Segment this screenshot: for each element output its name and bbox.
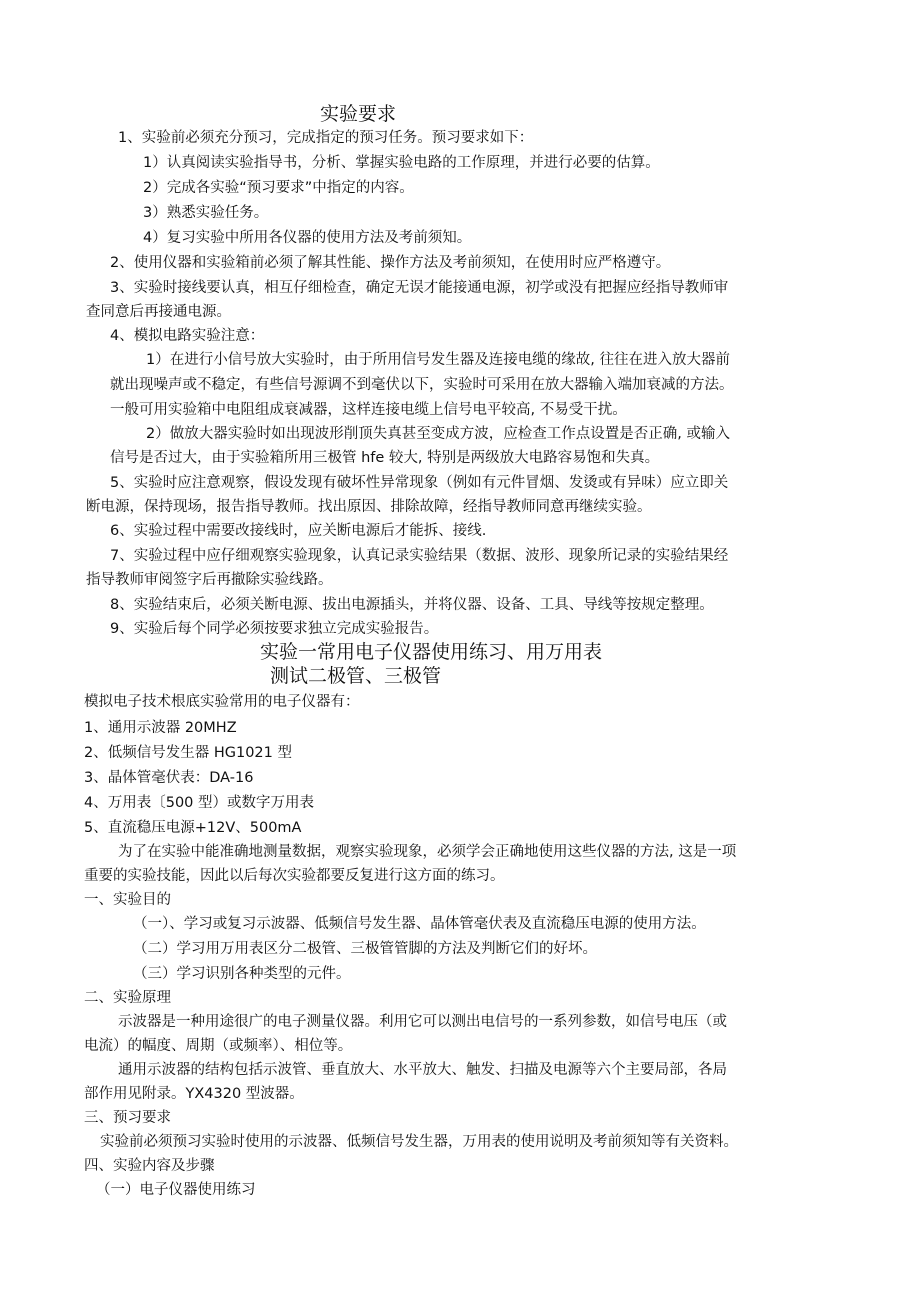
requirement-4-1-line-1: 1）在进行小信号放大实验时，由于所用信号发生器及连接电缆的缘故, 往往在进入放大器前 <box>146 352 730 368</box>
section-1-item-2: （二）学习用万用表区分二极管、三极管管脚的方法及判断它们的好坏。 <box>133 941 597 957</box>
section-2-para-2-line-2: 部作用见附录。YX4320 型波器。 <box>84 1086 304 1102</box>
requirement-1: 1、实验前必须充分预习，完成指定的预习任务。预习要求如下： <box>118 130 534 146</box>
requirement-1-sub-4: 4）复习实验中所用各仪器的使用方法及考前须知。 <box>143 230 472 246</box>
requirement-3-line-1: 3、实验时接线要认真，相互仔细检查，确定无误才能接通电源，初学或没有把握应经指导教师审 <box>110 280 729 296</box>
section-2-para-2-line-1: 通用示波器的结构包括示波管、垂直放大、水平放大、触发、扫描及电源等六个主要局部，各局 <box>118 1062 727 1078</box>
requirement-2: 2、使用仪器和实验箱前必须了解其性能、操作方法及考前须知，在使用时应严格遵守。 <box>110 255 671 271</box>
section-2-heading: 二、实验原理 <box>84 990 171 1006</box>
requirement-4: 4、模拟电路实验注意： <box>110 328 265 344</box>
experiment-title-line-1: 实验一常用电子仪器使用练习、用万用表 <box>260 641 603 663</box>
requirement-4-1-line-3: 一般可用实验箱中电阻组成衰减器，这样连接电缆上信号电平较高, 不易受干扰。 <box>110 402 627 418</box>
experiment-title-line-2: 测试二极管、三极管 <box>270 665 442 687</box>
requirement-1-sub-2: 2）完成各实验“预习要求”中指定的内容。 <box>143 180 414 196</box>
instrument-5: 5、直流稳压电源+12V、500mA <box>84 820 302 836</box>
requirement-1-sub-3: 3）熟悉实验任务。 <box>143 205 269 221</box>
instrument-1: 1、通用示波器 20MHZ <box>84 720 237 736</box>
section-3-paragraph: 实验前必须预习实验时使用的示波器、低频信号发生器，万用表的使用说明及考前须知等有关资料。 <box>100 1134 738 1150</box>
requirement-7-line-1: 7、实验过程中应仔细观察实验现象，认真记录实验结果（数据、波形、现象所记录的实验结果经 <box>110 548 729 564</box>
section-4-heading: 四、实验内容及步骤 <box>84 1158 215 1174</box>
requirement-4-2-line-1: 2）做放大器实验时如出现波形削顶失真甚至变成方波，应检查工作点设置是否正确, 或输入 <box>146 426 730 442</box>
requirements-title: 实验要求 <box>320 103 397 125</box>
purpose-line-2: 重要的实验技能，因此以后每次实验都要反复进行这方面的练习。 <box>84 868 505 884</box>
instrument-2: 2、低频信号发生器 HG1021 型 <box>84 745 292 761</box>
requirement-4-2-line-2: 信号是否过大，由于实验箱所用三极管 hfe 较大, 特别是两级放大电路容易饱和失真。 <box>110 450 660 466</box>
instrument-3: 3、晶体管毫伏表：DA-16 <box>84 770 254 786</box>
section-4-sub-1: （一）电子仪器使用练习 <box>96 1182 256 1198</box>
requirement-3-line-2: 查同意后再接通电源。 <box>86 304 231 320</box>
requirement-5-line-2: 断电源，保持现场，报告指导教师。找出原因、排除故障，经指导教师同意再继续实验。 <box>86 499 652 515</box>
requirement-9: 9、实验后每个同学必须按要求独立完成实验报告。 <box>110 621 439 637</box>
section-1-item-1: （一）、学习或复习示波器、低频信号发生器、晶体管毫伏表及直流稳压电源的使用方法。 <box>133 916 706 932</box>
requirement-7-line-2: 指导教师审阅签字后再撤除实验线路。 <box>86 572 333 588</box>
requirement-8: 8、实验结束后，必须关断电源、拔出电源插头，并将仪器、设备、工具、导线等按规定整理。 <box>110 597 714 613</box>
section-2-para-1-line-1: 示波器是一种用途很广的电子测量仪器。利用它可以测出电信号的一系列参数，如信号电压（或 <box>118 1014 727 1030</box>
requirement-4-1-line-2: 就出现噪声或不稳定，有些信号源调不到毫伏以下，实验时可采用在放大器输入端加衰减的方法。 <box>110 377 734 393</box>
section-2-para-1-line-2: 电流）的幅度、周期（或频率）、相位等。 <box>84 1038 353 1054</box>
section-3-heading: 三、预习要求 <box>84 1110 171 1126</box>
instrument-4: 4、万用表〔500 型）或数字万用表 <box>84 795 315 811</box>
instruments-intro: 模拟电子技术根底实验常用的电子仪器有： <box>84 694 360 710</box>
requirement-1-sub-1: 1）认真阅读实验指导书，分析、掌握实验电路的工作原理，并进行必要的估算。 <box>143 155 660 171</box>
requirement-6: 6、实验过程中需要改接线时，应关断电源后才能拆、接线. <box>110 523 487 539</box>
purpose-line-1: 为了在实验中能准确地测量数据，观察实验现象，必须学会正确地使用这些仪器的方法, 这是一项 <box>118 844 737 860</box>
section-1-item-3: （三）学习识别各种类型的元件。 <box>133 966 351 982</box>
requirement-5-line-1: 5、实验时应注意观察，假设发现有破坏性异常现象（例如有元件冒烟、发烫或有异味）应立即关 <box>110 475 729 491</box>
section-1-heading: 一、实验目的 <box>84 892 171 908</box>
